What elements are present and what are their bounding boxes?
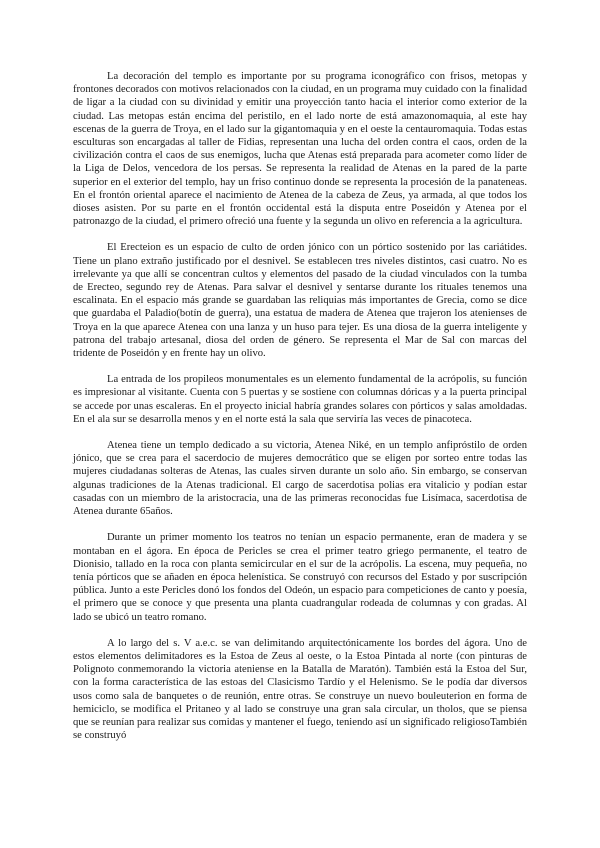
paragraph-teatros: Durante un primer momento los teatros no tenían un espacio permanente, eran de madera y se montaban en el ágora. En época de Pericles se crea el primer teatro griego permanente, el teatro de Dionisio, tallado en la roca con planta semicircular en el sur de la acrópolis. La escena, muy pequeña, no tenía pórticos que se añaden en época helenística. Se construyó con recursos del Estado y por suscripción pública. Junto a este Pericles donó los fondos del Odeón, un espacio para competiciones de canto y poesía, el primero que se conoce y que presenta una planta cuadrangular rodeada de columnas y con gradas. Al lado se ubicó un teatro romano. bbox=[73, 532, 527, 623]
paragraph-erecteion: El Erecteion es un espacio de culto de orden jónico con un pórtico sostenido por las cariátides. Tiene un plano extraño justificado por el desnivel. Se establecen tres niveles distintos, casi cuatro. No es irrelevante ya que allí se concentran cultos y elementos del pasado de la ciudad vinculados con la tumba de Erecteo, segundo rey de Atenas. Para salvar el desnivel y sentarse durante los rituales tenemos una escalinata. En el espacio más grande se guardaban las reliquias más importantes de Grecia, como se dice que guardaba el Paladio(botín de guerra), una estatua de madera de Atenea que trajeron los atenienses de Troya en la que aparece Atenea con una lanza y un huso para tejer. Es una diosa de la guerra inteligente y patrona del trabajo artesanal, diosa del orden de género. Se representa el Mar de Sal con marcas del tridente de Poseidón y en frente hay un olivo. bbox=[73, 242, 527, 360]
paragraph-atenea-nike: Atenea tiene un templo dedicado a su victoria, Atenea Niké, en un templo anfipróstilo de orden jónico, que se crea para el sacerdocio de mujeres democrático que se eligen por sorteo entre todas las mujeres ciudadanas solteras de Atenas, las cuales sirven durante un solo año. Sin embargo, se conservan algunas tradiciones de la Atenas tradicional. El cargo de sacerdotisa polias era vitalicio y podían estar casadas con un miembro de la aristocracia, una de las primeras reconocidas fue Lisímaca, sacerdotisa de Atenea durante 65años. bbox=[73, 440, 527, 518]
paragraph-agora: A lo largo del s. V a.e.c. se van delimitando arquitectónicamente los bordes del ágora. Uno de estos elementos delimitadores es la Estoa de Zeus al oeste, o la Estoa Pintada al norte (con pinturas de Polignoto conmemorando la victoria ateniense en la Batalla de Maratón). También está la Estoa del Sur, con la forma característica de las estoas del Clasicismo Tardío y el Helenismo. Se le podía dar diversos usos como sala de banquetes o de reunión, entre otras. Se construye un nuevo bouleuterion en forma de hemiciclo, se modifica el Pritaneo y al lado se construye una gran sala circular, un tholos, que se piensa que se reunían para realizar sus comidas y mantener el fuego, teniendo así un significado religiosoTambién se construyó bbox=[73, 637, 527, 742]
document-body bbox=[73, 70, 527, 742]
paragraph-parthenon-decoration: La decoración del templo es importante por su programa iconográfico con frisos, metopas y frontones decorados con motivos relacionados con la ciudad, en un programa muy cuidado con la finalidad de ligar a la ciudad con su divinidad y emitir una proyección tanto hacia el interior como exterior de la ciudad. Las metopas están encima del peristilo, en el lado norte de está amazonomaquia, al este hay escenas de la guerra de Troya, en el lado sur la gigantomaquia y en el oeste la centauromaquia. Todas estas esculturas son encargadas al taller de Fidias, representan una lucha del orden contra el caos, orden de la civilización contra el caos de sus enemigos, lucha que Atenas está preparada para acometer como líder de la Liga de Delos, vencedora de los persas. Se representa la realidad de Atenas en la pared de la parte superior en el exterior del templo, hay un friso continuo donde se representa la procesión de la panateneas. En el frontón oriental aparece el nacimiento de Atenea de la cabeza de Zeus, ya armada, al que todos los dioses asisten. Por su parte en el frontón occidental está la disputa entre Poseidón y Atenea por el patronazgo de la ciudad, el primero ofreció una fuente y la segunda un olivo en referencia a la agricultura. bbox=[73, 71, 527, 228]
paragraph-propileos: La entrada de los propileos monumentales es un elemento fundamental de la acrópolis, su función es impresionar al visitante. Cuenta con 5 puertas y se sostiene con columnas dóricas y a la puerta principal se accede por unas escaleras. En el proyecto inicial habría grandes solares con pórticos y salas amoldadas. En el ala sur se desarrolla menos y en el norte está la sala que serviría las veces de pinacoteca. bbox=[73, 374, 527, 425]
